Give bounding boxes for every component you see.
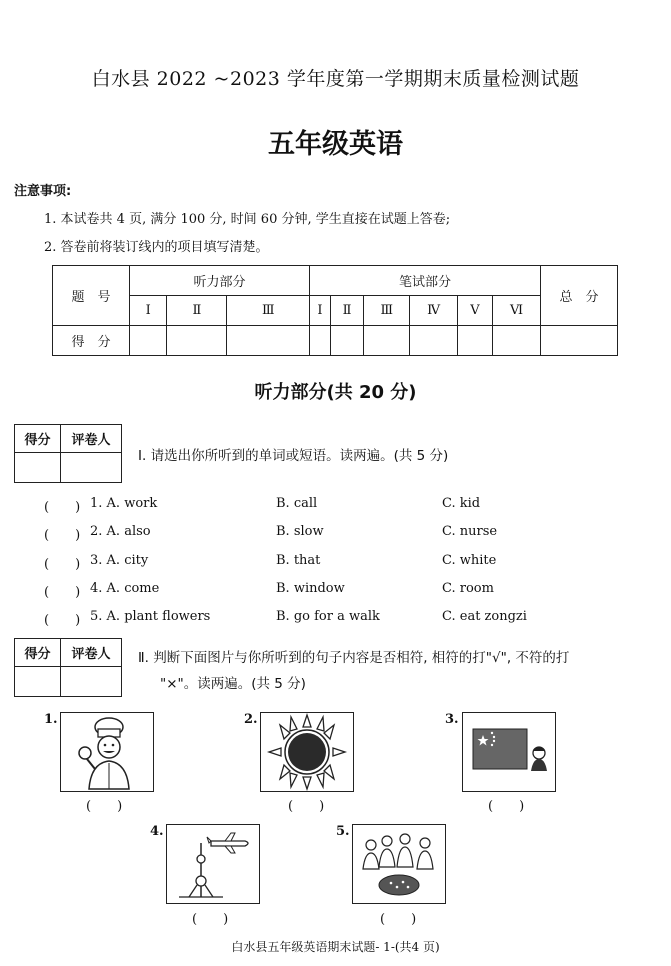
- grader-box-part1: [14, 424, 122, 483]
- score-cell[interactable]: [410, 326, 458, 356]
- answer-paren[interactable]: ( ): [86, 799, 123, 814]
- listening-header: 听力部分: [130, 266, 310, 296]
- notice-item-2: 2. 答卷前将装订线内的项目填写清楚。: [44, 240, 269, 255]
- part2-instruction-line1: Ⅱ. 判断下面图片与你所听到的句子内容是否相符, 相符的打"√", 不符的打: [138, 650, 570, 666]
- grader-score-cell[interactable]: [15, 453, 61, 483]
- written-col: Ⅴ: [457, 296, 492, 326]
- option-b: B. that: [276, 553, 321, 568]
- answer-paren[interactable]: ( ): [44, 585, 81, 600]
- option-c: C. white: [442, 553, 497, 568]
- answer-paren[interactable]: ( ): [44, 557, 81, 572]
- option-b: B. window: [276, 581, 345, 596]
- score-cell[interactable]: [227, 326, 310, 356]
- family-icon: [353, 825, 445, 903]
- score-cell[interactable]: [310, 326, 331, 356]
- answer-paren[interactable]: ( ): [44, 528, 81, 543]
- question-row: [44, 496, 644, 514]
- picture-number: 2.: [244, 712, 258, 727]
- exam-title: 白水县 2022 ~2023 学年度第一学期期末质量检测试题: [91, 68, 580, 90]
- grader-score-label: 得分: [15, 425, 61, 453]
- listening-col: Ⅲ: [227, 296, 310, 326]
- grader-reviewer-label: 评卷人: [61, 425, 122, 453]
- option-a: 4. A. come: [90, 581, 160, 596]
- question-row: [44, 609, 644, 627]
- written-col: Ⅰ: [310, 296, 331, 326]
- notice-item-1: 1. 本试卷共 4 页, 满分 100 分, 时间 60 分钟, 学生直接在试题上答卷;: [44, 212, 451, 227]
- answer-paren[interactable]: ( ): [488, 799, 525, 814]
- family-cooking-illustration: [352, 824, 446, 904]
- listening-col: Ⅰ: [130, 296, 167, 326]
- grader-score-label: 得分: [15, 639, 61, 667]
- exam-subtitle: 五年级英语: [268, 129, 403, 160]
- answer-paren[interactable]: ( ): [44, 613, 81, 628]
- picture-number: 4.: [150, 824, 164, 839]
- answer-paren[interactable]: ( ): [192, 912, 229, 927]
- part1-instruction: Ⅰ. 请选出你所听到的单词或短语。读两遍。(共 5 分): [138, 448, 449, 464]
- picture-number: 5.: [336, 824, 350, 839]
- answer-paren[interactable]: ( ): [44, 500, 81, 515]
- written-col: Ⅲ: [364, 296, 410, 326]
- option-b: B. slow: [276, 524, 324, 539]
- listening-section-heading: 听力部分(共 20 分): [254, 382, 417, 403]
- score-cell[interactable]: [167, 326, 227, 356]
- written-col: Ⅳ: [410, 296, 458, 326]
- sun-icon: [261, 713, 353, 791]
- grader-reviewer-cell[interactable]: [61, 667, 122, 697]
- listening-col: Ⅱ: [167, 296, 227, 326]
- grader-box-part2: [14, 638, 122, 697]
- written-col: Ⅵ: [493, 296, 541, 326]
- grader-reviewer-label: 评卷人: [61, 639, 122, 667]
- question-row: [44, 524, 644, 542]
- option-b: B. go for a walk: [276, 609, 380, 624]
- chef-illustration: [60, 712, 154, 792]
- option-b: B. call: [276, 496, 318, 511]
- grader-reviewer-cell[interactable]: [61, 453, 122, 483]
- option-c: C. room: [442, 581, 494, 596]
- total-header: 总 分: [541, 266, 618, 326]
- picture-number: 3.: [445, 712, 459, 727]
- option-c: C. eat zongzi: [442, 609, 527, 624]
- score-cell[interactable]: [364, 326, 410, 356]
- page-footer: 白水县五年级英语期末试题- 1-(共4 页): [231, 940, 440, 954]
- chef-icon: [61, 713, 153, 791]
- score-row-label: 得 分: [53, 326, 130, 356]
- flag-icon: [463, 713, 555, 791]
- option-a: 5. A. plant flowers: [90, 609, 211, 624]
- score-cell[interactable]: [130, 326, 167, 356]
- sun-illustration: [260, 712, 354, 792]
- written-header: 笔试部分: [310, 266, 541, 296]
- option-c: C. kid: [442, 496, 481, 511]
- answer-paren[interactable]: ( ): [288, 799, 325, 814]
- written-col: Ⅱ: [330, 296, 363, 326]
- question-number-header: 题 号: [53, 266, 130, 326]
- option-a: 2. A. also: [90, 524, 151, 539]
- score-cell[interactable]: [330, 326, 363, 356]
- flag-illustration: [462, 712, 556, 792]
- option-a: 1. A. work: [90, 496, 158, 511]
- tower-plane-illustration: [166, 824, 260, 904]
- score-cell[interactable]: [457, 326, 492, 356]
- notice-heading: 注意事项:: [14, 184, 72, 199]
- score-cell[interactable]: [493, 326, 541, 356]
- option-c: C. nurse: [442, 524, 498, 539]
- part2-instruction-line2: "×"。读两遍。(共 5 分): [160, 676, 306, 692]
- question-row: [44, 553, 644, 571]
- tower-plane-icon: [167, 825, 259, 903]
- score-table: [52, 265, 618, 356]
- picture-number: 1.: [44, 712, 58, 727]
- score-cell[interactable]: [541, 326, 618, 356]
- option-a: 3. A. city: [90, 553, 149, 568]
- question-row: [44, 581, 644, 599]
- grader-score-cell[interactable]: [15, 667, 61, 697]
- answer-paren[interactable]: ( ): [380, 912, 417, 927]
